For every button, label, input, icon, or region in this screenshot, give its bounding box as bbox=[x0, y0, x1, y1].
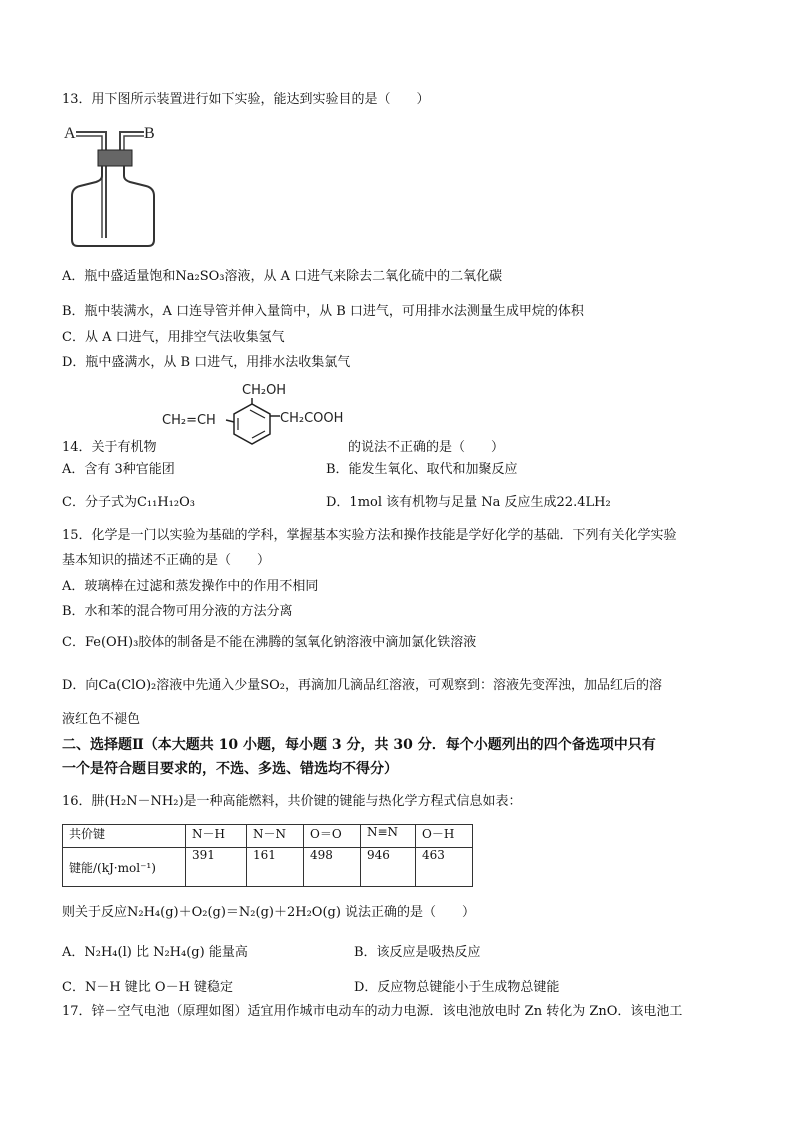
q16-option-a: A．N₂H₄(l) 比 N₂H₄(g) 能量高 bbox=[62, 945, 248, 960]
section2-heading-line2: 一个是符合题目要求的，不选、多选、错选均不得分） bbox=[62, 761, 398, 777]
q16-option-d: D．反应物总键能小于生成物总键能 bbox=[354, 980, 560, 995]
q13-option-c: C．从 A 口进气，用排空气法收集氢气 bbox=[62, 330, 285, 345]
q15-option-c: C．Fe(OH)₃胶体的制备是不能在沸腾的氢氧化钠溶液中滴加氯化铁溶液 bbox=[62, 635, 477, 650]
q15-stem-line1: 15．化学是一门以实验为基础的学科，掌握基本实验方法和操作技能是学好化学的基础．下列有关化学实验 bbox=[62, 528, 677, 543]
q15-option-a: A．玻璃棒在过滤和蒸发操作中的作用不相同 bbox=[62, 579, 319, 594]
bond-energy-table bbox=[62, 824, 473, 887]
organic-molecule-structure bbox=[160, 378, 360, 458]
table-row bbox=[63, 848, 473, 887]
q15-option-d-line1: D．向Ca(ClO)₂溶液中先通入少量SO₂，再滴加几滴品红溶液，可观察到：溶液先变浑浊，加品红后的溶 bbox=[62, 678, 663, 693]
q13-option-d: D．瓶中盛满水，从 B 口进气，用排水法收集氯气 bbox=[62, 355, 351, 370]
table-cell: 498 bbox=[304, 848, 361, 887]
q16-stem: 16．肼(H₂N－NH₂)是一种高能燃料，共价键的键能与热化学方程式信息如表： bbox=[62, 794, 522, 809]
table-header-cell: O－H bbox=[416, 825, 473, 848]
q14-option-c: C．分子式为C₁₁H₁₂O₃ bbox=[62, 495, 195, 510]
table-cell: 161 bbox=[247, 848, 304, 887]
table-header-cell: N－N bbox=[247, 825, 304, 848]
table-header-row bbox=[63, 825, 473, 848]
mol-vinyl: CH₂=CH bbox=[162, 413, 216, 428]
table-cell: 463 bbox=[416, 848, 473, 887]
mol-ch2oh: CH₂OH bbox=[242, 383, 287, 398]
q14-option-b: B．能发生氧化、取代和加聚反应 bbox=[326, 462, 518, 477]
q14-stem-left: 14．关于有机物 bbox=[62, 440, 157, 455]
q14-option-d: D．1mol 该有机物与足量 Na 反应生成22.4LH₂ bbox=[326, 495, 611, 510]
label-b: B bbox=[144, 125, 155, 142]
table-header-cell: N－H bbox=[186, 825, 247, 848]
table-row-label: 键能/(kJ·mol⁻¹) bbox=[63, 848, 186, 887]
q13-option-b: B．瓶中装满水，A 口连导管并伸入量筒中，从 B 口进气，可用排水法测量生成甲烷的体积 bbox=[62, 304, 584, 319]
q13-option-a: A．瓶中盛适量饱和Na₂SO₃溶液，从 A 口进气来除去二氧化硫中的二氧化碳 bbox=[62, 269, 503, 284]
gas-bottle-figure bbox=[62, 120, 162, 250]
q15-option-d-line2: 液红色不褪色 bbox=[62, 712, 141, 727]
table-cell: 946 bbox=[361, 848, 416, 887]
q16-option-b: B．该反应是吸热反应 bbox=[354, 945, 481, 960]
table-header-cell: 共价键 bbox=[63, 825, 186, 848]
q15-option-b: B．水和苯的混合物可用分液的方法分离 bbox=[62, 604, 293, 619]
q13-stem: 13．用下图所示装置进行如下实验，能达到实验目的是（ ） bbox=[62, 92, 430, 107]
table-header-cell: O＝O bbox=[304, 825, 361, 848]
q15-stem-line2: 基本知识的描述不正确的是（ ） bbox=[62, 553, 271, 568]
q14-stem-right: 的说法不正确的是（ ） bbox=[348, 440, 505, 455]
table-cell: 391 bbox=[186, 848, 247, 887]
section2-heading-line1: 二、选择题Ⅱ（本大题共 10 小题，每小题 3 分，共 30 分．每个小题列出的四个备选项中只有 bbox=[62, 737, 656, 753]
q17-stem: 17．锌－空气电池（原理如图）适宜用作城市电动车的动力电源．该电池放电时 Zn 转化为 ZnO．该电池工 bbox=[62, 1004, 683, 1019]
q16-option-c: C．N－H 键比 O－H 键稳定 bbox=[62, 980, 234, 995]
label-a: A bbox=[64, 125, 76, 142]
mol-ch2cooh: CH₂COOH bbox=[280, 411, 344, 426]
q14-option-a: A．含有 3种官能团 bbox=[62, 462, 175, 477]
table-header-cell: N≡N bbox=[361, 825, 416, 848]
q16-question: 则关于反应N₂H₄(g)＋O₂(g)＝N₂(g)＋2H₂O(g) 说法正确的是（ ） bbox=[62, 905, 476, 920]
